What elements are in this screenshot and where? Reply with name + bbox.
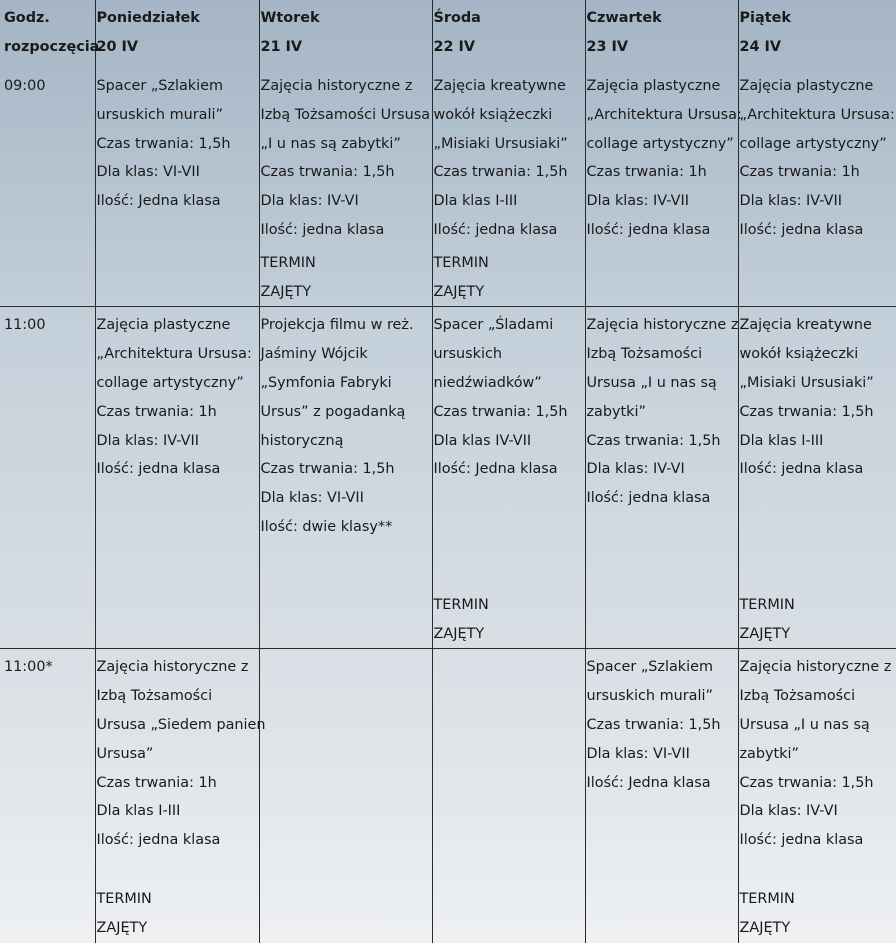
activity-cell xyxy=(585,649,738,881)
activity-line: Projekcja filmu w reż. xyxy=(261,311,432,340)
activity-line: Dla klas I-III xyxy=(97,797,259,826)
activity-cell xyxy=(95,307,259,587)
day-header-monday xyxy=(95,0,259,68)
booking-status-row xyxy=(0,881,896,943)
activity-line: Ilość: jedna klasa xyxy=(740,216,896,245)
activity-line: Dla klas: IV-VI xyxy=(587,455,738,484)
activity-line: „Symfonia Fabryki xyxy=(261,369,432,398)
activity-line: Czas trwania: 1,5h xyxy=(97,130,259,159)
activity-cell xyxy=(738,649,896,881)
activity-line: Izbą Tożsamości xyxy=(97,682,259,711)
activity-line: Ursusa „I u nas są xyxy=(740,711,896,740)
booking-status-text: TERMIN xyxy=(434,249,585,278)
activity-line: Dla klas: IV-VII xyxy=(587,187,738,216)
activity-line: wokół książeczki xyxy=(740,340,896,369)
day-date: 22 IV xyxy=(434,33,585,62)
booking-status-text: ZAJĘTY xyxy=(740,620,896,649)
day-header-thursday xyxy=(585,0,738,68)
timeslot-row xyxy=(0,307,896,587)
activity-line: Dla klas: IV-VII xyxy=(97,427,259,456)
activity-cell xyxy=(259,68,432,245)
start-time: 11:00* xyxy=(0,649,95,881)
time-header-line-1: Godz. xyxy=(4,4,95,33)
day-date: 24 IV xyxy=(740,33,896,62)
activity-line: Zajęcia historyczne z xyxy=(587,311,738,340)
activity-line: „Architektura Ursusa: xyxy=(587,101,738,130)
booking-status-cell xyxy=(259,881,432,943)
booking-status-text: ZAJĘTY xyxy=(434,620,585,649)
activity-line: Jaśminy Wójcik xyxy=(261,340,432,369)
activity-line: Spacer „Szlakiem xyxy=(587,653,738,682)
activity-line: Dla klas I-III xyxy=(740,427,896,456)
booking-status-text: ZAJĘTY xyxy=(434,278,585,307)
activity-line: Ilość: jedna klasa xyxy=(97,455,259,484)
activity-line: Ilość: Jedna klasa xyxy=(434,455,585,484)
booking-status-text: TERMIN xyxy=(740,885,896,914)
activity-line: Czas trwania: 1h xyxy=(97,769,259,798)
activity-line: wokół książeczki xyxy=(434,101,585,130)
booking-status-cell xyxy=(259,245,432,307)
activity-cell xyxy=(585,68,738,245)
activity-line: „Misiaki Ursusiaki” xyxy=(740,369,896,398)
day-name: Czwartek xyxy=(587,4,738,33)
activity-line: ursuskich murali” xyxy=(97,101,259,130)
booking-status-text: TERMIN xyxy=(261,249,432,278)
booking-status-cell xyxy=(585,587,738,649)
header-row xyxy=(0,0,896,68)
status-time-cell xyxy=(0,245,95,307)
activity-line: Ilość: jedna klasa xyxy=(434,216,585,245)
activity-cell xyxy=(738,307,896,587)
activity-line: ursuskich xyxy=(434,340,585,369)
activity-line: Czas trwania: 1h xyxy=(740,158,896,187)
activity-line: Czas trwania: 1h xyxy=(97,398,259,427)
day-header-tuesday xyxy=(259,0,432,68)
start-time: 11:00 xyxy=(0,307,95,587)
activity-line: Dla klas: VI-VII xyxy=(587,740,738,769)
booking-status-text: TERMIN xyxy=(740,591,896,620)
timeslot-row xyxy=(0,68,896,245)
activity-line: Czas trwania: 1,5h xyxy=(740,398,896,427)
day-name: Wtorek xyxy=(261,4,432,33)
activity-line: Zajęcia historyczne z xyxy=(97,653,259,682)
booking-status-cell xyxy=(259,587,432,649)
activity-line: Ilość: jedna klasa xyxy=(261,216,432,245)
activity-line: Ilość: jedna klasa xyxy=(587,484,738,513)
activity-cell xyxy=(432,68,585,245)
day-name: Poniedziałek xyxy=(97,4,259,33)
activity-line: zabytki” xyxy=(740,740,896,769)
activity-cell xyxy=(738,68,896,245)
booking-status-cell xyxy=(432,245,585,307)
start-time: 09:00 xyxy=(0,68,95,245)
activity-cell xyxy=(95,649,259,881)
activity-line: Czas trwania: 1,5h xyxy=(587,711,738,740)
activity-line: Izbą Tożsamości xyxy=(587,340,738,369)
booking-status-cell xyxy=(738,881,896,943)
activity-cell xyxy=(432,649,585,881)
day-header-wednesday xyxy=(432,0,585,68)
activity-line: Czas trwania: 1,5h xyxy=(434,398,585,427)
activity-line: Dla klas I-III xyxy=(434,187,585,216)
activity-line: Ursusa „I u nas są xyxy=(587,369,738,398)
activity-line: „I u nas są zabytki” xyxy=(261,130,432,159)
activity-cell xyxy=(259,649,432,881)
booking-status-cell xyxy=(432,587,585,649)
activity-line: Ilość: jedna klasa xyxy=(740,455,896,484)
activity-line: „Architektura Ursusa: xyxy=(740,101,896,130)
activity-line: Zajęcia kreatywne xyxy=(740,311,896,340)
booking-status-row xyxy=(0,245,896,307)
activity-line: Czas trwania: 1,5h xyxy=(261,455,432,484)
activity-line: Zajęcia plastyczne xyxy=(97,311,259,340)
day-header-friday xyxy=(738,0,896,68)
activity-line: Ursusa” xyxy=(97,740,259,769)
booking-status-text: ZAJĘTY xyxy=(97,914,259,943)
activity-line: Czas trwania: 1,5h xyxy=(261,158,432,187)
activity-line: zabytki” xyxy=(587,398,738,427)
activity-line: ursuskich murali” xyxy=(587,682,738,711)
activity-line: Dla klas: IV-VI xyxy=(261,187,432,216)
booking-status-cell xyxy=(95,881,259,943)
activity-line: Zajęcia kreatywne xyxy=(434,72,585,101)
booking-status-row xyxy=(0,587,896,649)
activity-line: Zajęcia historyczne z xyxy=(261,72,432,101)
activity-line: Ilość: jedna klasa xyxy=(587,216,738,245)
activity-line: historyczną xyxy=(261,427,432,456)
activity-line: Zajęcia historyczne z xyxy=(740,653,896,682)
activity-line: collage artystyczny” xyxy=(97,369,259,398)
activity-line: Ilość: Jedna klasa xyxy=(587,769,738,798)
activity-line: collage artystyczny” xyxy=(587,130,738,159)
status-time-cell xyxy=(0,587,95,649)
day-name: Piątek xyxy=(740,4,896,33)
activity-line: Ursusa „Siedem panien xyxy=(97,711,259,740)
schedule-body xyxy=(0,68,896,943)
booking-status-cell xyxy=(738,587,896,649)
activity-line: Dla klas: IV-VII xyxy=(740,187,896,216)
activity-line: Czas trwania: 1,5h xyxy=(434,158,585,187)
booking-status-cell xyxy=(432,881,585,943)
status-time-cell xyxy=(0,881,95,943)
booking-status-text: TERMIN xyxy=(434,591,585,620)
activity-line: Spacer „Śladami xyxy=(434,311,585,340)
activity-line: Dla klas: VI-VII xyxy=(97,158,259,187)
booking-status-text: TERMIN xyxy=(97,885,259,914)
booking-status-text: ZAJĘTY xyxy=(261,278,432,307)
activity-line: Czas trwania: 1,5h xyxy=(587,427,738,456)
booking-status-cell xyxy=(95,587,259,649)
activity-line: Ilość: jedna klasa xyxy=(740,826,896,855)
activity-cell xyxy=(432,307,585,587)
activity-cell xyxy=(585,307,738,587)
day-date: 21 IV xyxy=(261,33,432,62)
activity-line: Ursus” z pogadanką xyxy=(261,398,432,427)
activity-cell xyxy=(259,307,432,587)
time-header xyxy=(0,0,95,68)
day-date: 23 IV xyxy=(587,33,738,62)
activity-line: Spacer „Szlakiem xyxy=(97,72,259,101)
booking-status-cell xyxy=(95,245,259,307)
day-date: 20 IV xyxy=(97,33,259,62)
time-header-line-2: rozpoczęcia xyxy=(4,33,95,62)
activity-line: Dla klas IV-VII xyxy=(434,427,585,456)
activity-line: Zajęcia plastyczne xyxy=(587,72,738,101)
activity-line: Ilość: Jedna klasa xyxy=(97,187,259,216)
activity-line: „Misiaki Ursusiaki” xyxy=(434,130,585,159)
activity-cell xyxy=(95,68,259,245)
activity-line: Dla klas: IV-VI xyxy=(740,797,896,826)
activity-line: Izbą Tożsamości Ursusa xyxy=(261,101,432,130)
activity-line: Czas trwania: 1,5h xyxy=(740,769,896,798)
booking-status-cell xyxy=(585,881,738,943)
activity-line: Zajęcia plastyczne xyxy=(740,72,896,101)
activity-line: collage artystyczny” xyxy=(740,130,896,159)
activity-line: Ilość: dwie klasy** xyxy=(261,513,432,542)
day-name: Środa xyxy=(434,4,585,33)
booking-status-cell xyxy=(585,245,738,307)
activity-line: Izbą Tożsamości xyxy=(740,682,896,711)
activity-line: Ilość: jedna klasa xyxy=(97,826,259,855)
timeslot-row xyxy=(0,649,896,881)
booking-status-cell xyxy=(738,245,896,307)
activity-line: „Architektura Ursusa: xyxy=(97,340,259,369)
activity-line: Czas trwania: 1h xyxy=(587,158,738,187)
activity-line: Dla klas: VI-VII xyxy=(261,484,432,513)
activity-line: niedźwiadków” xyxy=(434,369,585,398)
booking-status-text: ZAJĘTY xyxy=(740,914,896,943)
